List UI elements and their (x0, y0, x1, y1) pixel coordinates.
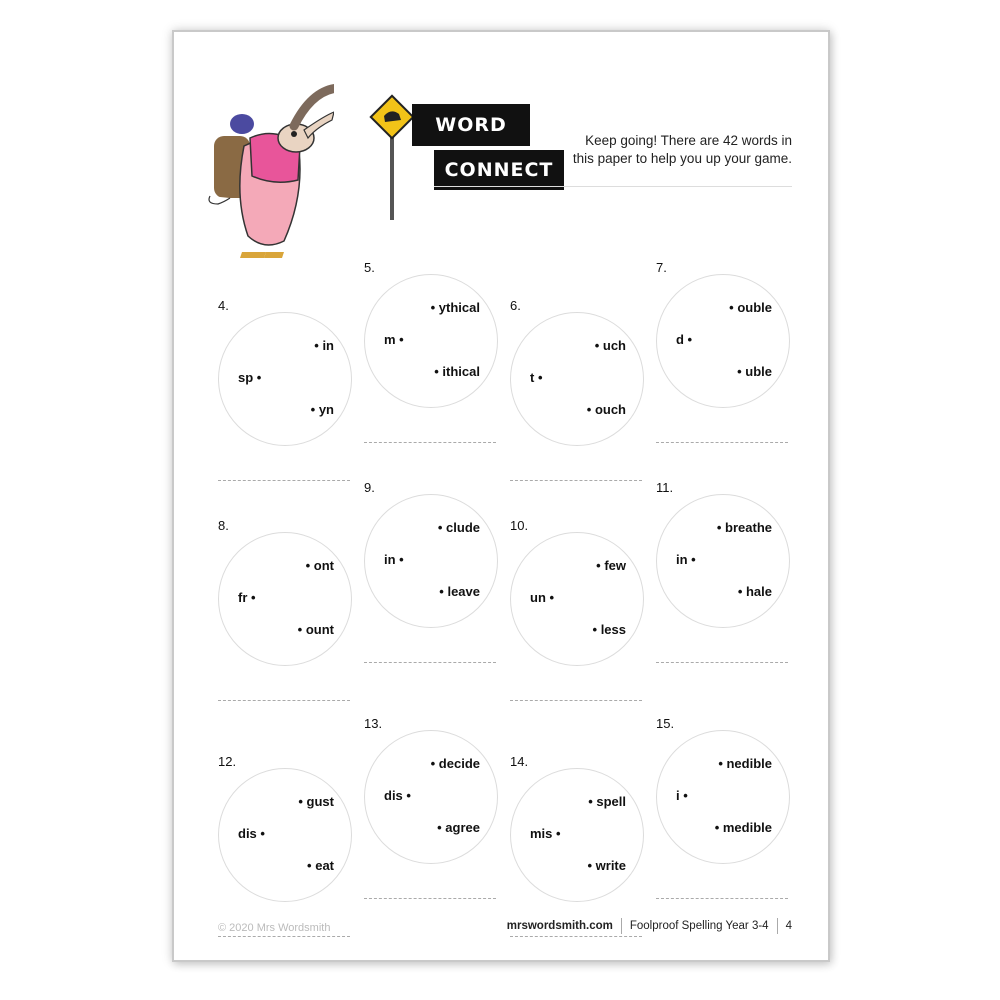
answer-line[interactable] (364, 442, 496, 443)
word-root[interactable]: dis • (384, 788, 411, 803)
exercise-number: 11. (656, 480, 674, 495)
word-root[interactable]: m • (384, 332, 404, 347)
word-root[interactable]: sp • (238, 370, 262, 385)
header-divider (434, 186, 792, 187)
exercise-number: 7. (656, 260, 667, 275)
answer-line[interactable] (364, 662, 496, 663)
word-ending-bottom[interactable]: • uble (737, 364, 772, 379)
word-ending-top[interactable]: • gust (298, 794, 334, 809)
word-ending-top[interactable]: • few (596, 558, 626, 573)
word-ending-top[interactable]: • breathe (716, 520, 772, 535)
word-ending-top[interactable]: • spell (588, 794, 626, 809)
word-root[interactable]: mis • (530, 826, 561, 841)
word-ending-bottom[interactable]: • leave (439, 584, 480, 599)
answer-line[interactable] (218, 700, 350, 701)
exercise-number: 4. (218, 298, 229, 313)
exercise-number: 9. (364, 480, 375, 495)
copyright: © 2020 Mrs Wordsmith (218, 922, 331, 934)
book-title: Foolproof Spelling Year 3-4 (629, 920, 769, 932)
exercise-number: 14. (510, 754, 529, 769)
word-root[interactable]: i • (676, 788, 688, 803)
word-ending-top[interactable]: • ythical (430, 300, 480, 315)
word-ending-bottom[interactable]: • ount (297, 622, 334, 637)
word-root[interactable]: dis • (238, 826, 265, 841)
intro-text: Keep going! There are 42 words in this paper to help you up your game. (572, 133, 792, 166)
word-ending-bottom[interactable]: • medible (714, 820, 772, 835)
word-ending-top[interactable]: • uch (594, 338, 626, 353)
word-ending-top[interactable]: • decide (430, 756, 480, 771)
word-ending-top[interactable]: • nedible (718, 756, 772, 771)
word-ending-bottom[interactable]: • write (587, 858, 626, 873)
word-ending-top[interactable]: • ouble (729, 300, 772, 315)
footer-separator (777, 918, 778, 934)
word-ending-bottom[interactable]: • yn (310, 402, 334, 417)
title-connect: CONNECT (434, 150, 564, 190)
exercise-number: 13. (364, 716, 383, 731)
answer-line[interactable] (656, 662, 788, 663)
answer-line[interactable] (510, 480, 642, 481)
word-root[interactable]: fr • (238, 590, 256, 605)
answer-line[interactable] (364, 898, 496, 899)
exercise-number: 15. (656, 716, 675, 731)
mascot-illustration (204, 76, 334, 260)
word-ending-bottom[interactable]: • agree (437, 820, 480, 835)
answer-line[interactable] (218, 480, 350, 481)
answer-line[interactable] (656, 442, 788, 443)
word-ending-bottom[interactable]: • hale (737, 584, 772, 599)
word-ending-bottom[interactable]: • ithical (434, 364, 480, 379)
exercise-number: 10. (510, 518, 529, 533)
exercise-number: 12. (218, 754, 237, 769)
word-root[interactable]: t • (530, 370, 543, 385)
exercise-number: 6. (510, 298, 521, 313)
word-root[interactable]: un • (530, 590, 555, 605)
answer-line[interactable] (510, 700, 642, 701)
answer-line[interactable] (218, 936, 350, 937)
website: mrswordsmith.com (506, 920, 613, 932)
exercise-number: 5. (364, 260, 375, 275)
footer-separator (621, 918, 622, 934)
word-ending-bottom[interactable]: • eat (307, 858, 334, 873)
word-ending-bottom[interactable]: • less (592, 622, 626, 637)
word-root[interactable]: d • (676, 332, 693, 347)
answer-line[interactable] (656, 898, 788, 899)
worksheet-page (172, 30, 830, 962)
word-ending-top[interactable]: • in (314, 338, 334, 353)
footer-info (507, 918, 792, 934)
exercise-number: 8. (218, 518, 229, 533)
answer-line[interactable] (510, 936, 642, 937)
word-ending-top[interactable]: • clude (437, 520, 480, 535)
word-ending-top[interactable]: • ont (305, 558, 334, 573)
title-word: WORD (412, 104, 530, 146)
page-number: 4 (785, 920, 792, 932)
word-root[interactable]: in • (384, 552, 404, 567)
word-ending-bottom[interactable]: • ouch (586, 402, 626, 417)
word-root[interactable]: in • (676, 552, 696, 567)
